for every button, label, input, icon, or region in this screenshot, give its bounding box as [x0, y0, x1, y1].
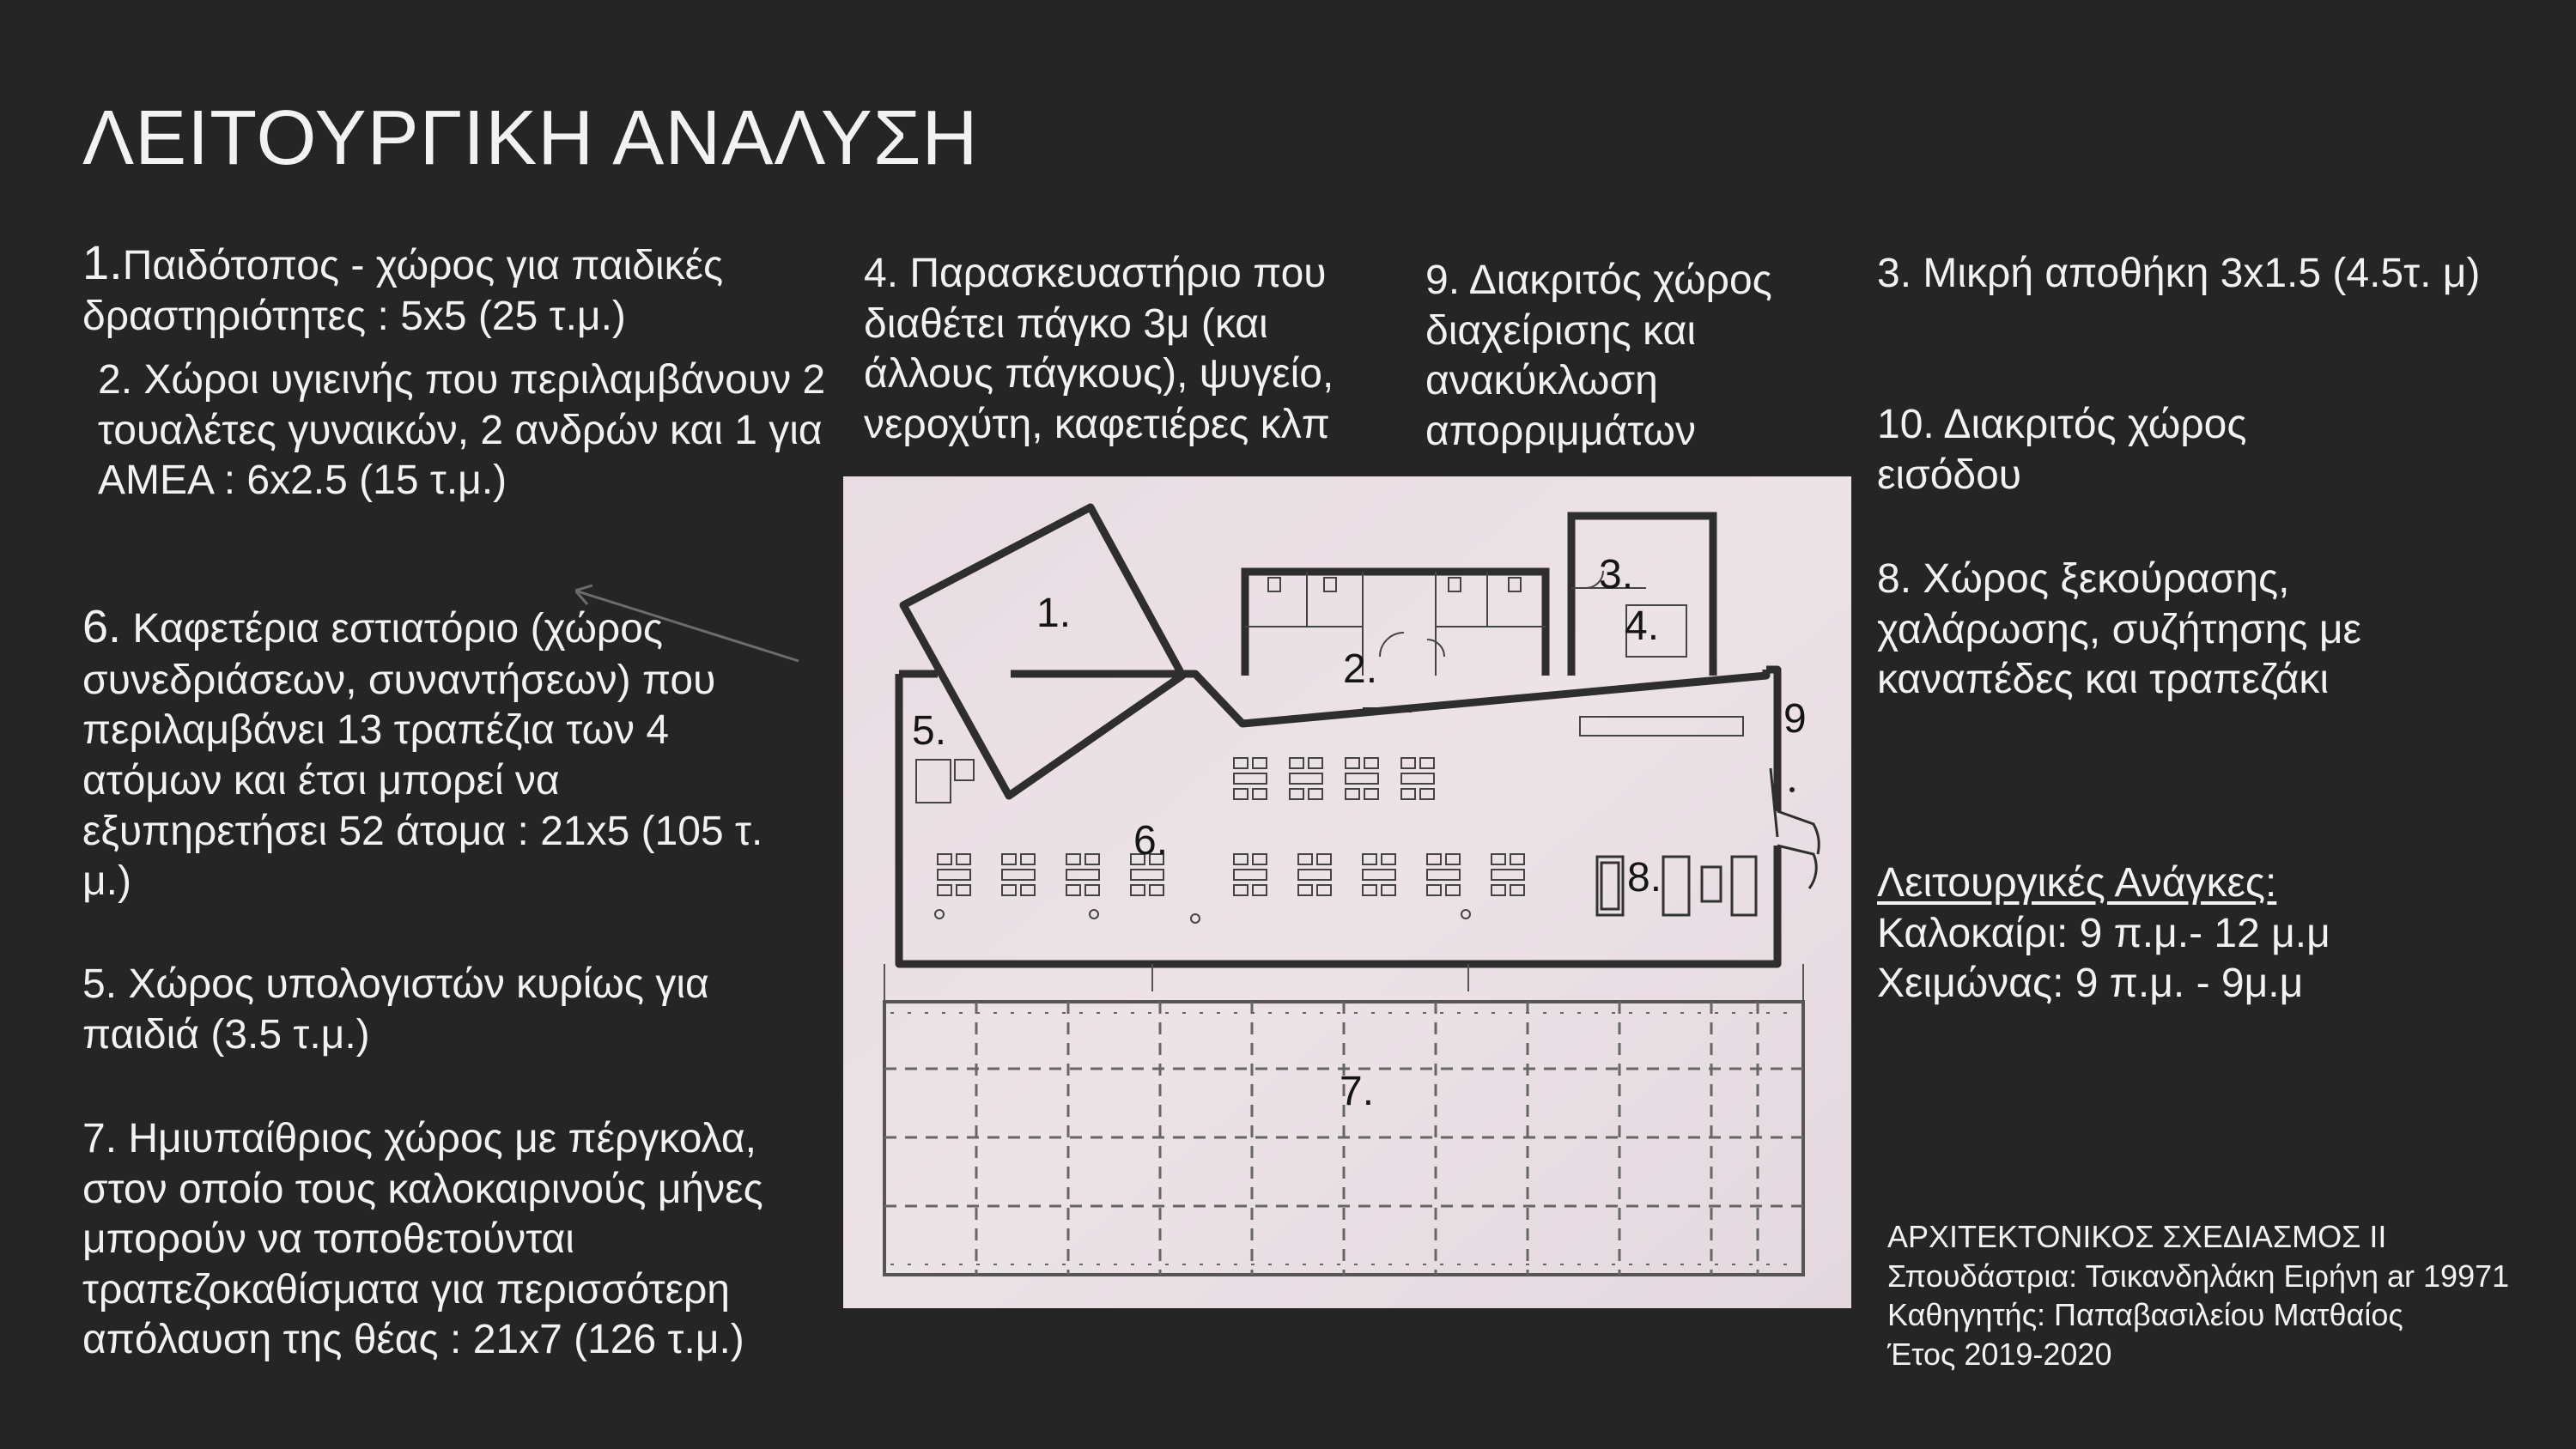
- plan-label-2: 2.: [1343, 646, 1378, 692]
- item-10-description: 10. Διακριτός χώρος εισόδου: [1877, 402, 2247, 498]
- plan-label-1: 1.: [1036, 591, 1072, 636]
- item-2-description: 2. Χώροι υγιεινής που περιλαμβάνουν 2 τουαλέτες γυναικών, 2 ανδρών και 1 για ΑΜΕΑ : 6x2.5 (15 τ.μ.): [98, 357, 826, 504]
- item-6-text: Καφετέρια εστιατόριο (χώρος συνεδριάσεων, συναντήσεων) που περιλαμβάνει 13 τραπέζια των 4 ατόμων και έτσι μπορεί να εξυπηρετήσει 52 άτομα : 21x5 (105 τ. μ.): [82, 606, 763, 905]
- functional-needs: [1877, 858, 2392, 1009]
- plan-label-4: 4.: [1625, 603, 1660, 649]
- plan-label-5: 5.: [912, 708, 947, 754]
- paper-background: [843, 476, 1851, 1308]
- item-9-description: 9. Διακριτός χώρος διαχείρισης και ανακύκλωση απορριμμάτων: [1425, 258, 1772, 454]
- course-name: ΑΡΧΙΤΕΚΤΟΝΙΚΟΣ ΣΧΕΔΙΑΣΜΟΣ ΙΙ: [1887, 1219, 2387, 1254]
- slide-title: ΛΕΙΤΟΥΡΓΙΚΗ ΑΝΑΛΥΣΗ: [82, 95, 979, 181]
- floor-plan-drawing: [843, 476, 1851, 1308]
- plan-label-8: 8.: [1627, 855, 1662, 900]
- item-3-description: 3. Μικρή αποθήκη 3x1.5 (4.5τ. μ): [1877, 251, 2481, 296]
- item-5-description: 5. Χώρος υπολογιστών κυρίως για παιδιά (3.5 τ.μ.): [82, 961, 709, 1058]
- item-6-number: 6.: [82, 601, 122, 652]
- plan-label-6: 6.: [1133, 818, 1169, 864]
- functional-needs-heading: Λειτουργικές Ανάγκες:: [1877, 860, 2277, 906]
- plan-label-9: 9: [1783, 696, 1807, 742]
- item-1-number: 1.: [82, 235, 123, 289]
- summer-hours: Καλοκαίρι: 9 π.μ.- 12 μ.μ: [1877, 910, 2330, 956]
- academic-year: Έτος 2019-2020: [1887, 1337, 2112, 1373]
- item-8-description: 8. Χώρος ξεκούρασης, χαλάρωσης, συζήτησης με καναπέδες και τραπεζάκι: [1877, 556, 2361, 703]
- item-7-description: 7. Ημιυπαίθριος χώρος με πέργκολα, στον οποίο τους καλοκαιρινούς μήνες μπορούν να τοποθετούνται τραπεζοκαθίσματα για περισσότερη απόλαυση της θέας : 21x7 (126 τ.μ.): [82, 1116, 763, 1363]
- pointer-arrow-icon: [575, 584, 807, 670]
- plan-label-3: 3.: [1599, 552, 1634, 597]
- professor-name: Καθηγητής: Παπαβασιλείου Ματθαίος: [1887, 1297, 2403, 1333]
- item-1-description: [82, 233, 769, 343]
- item-4-description: 4. Παρασκευαστήριο που διαθέτει πάγκο 3μ (και άλλους πάγκους), ψυγείο, νεροχύτη, καφετιέρες κλπ: [864, 251, 1334, 447]
- winter-hours: Χειμώνας: 9 π.μ. - 9μ.μ: [1877, 961, 2304, 1007]
- item-1-text: Παιδότοπος - χώρος για παιδικές δραστηριότητες : 5x5 (25 τ.μ.): [82, 243, 724, 340]
- plan-label-7: 7.: [1340, 1069, 1375, 1114]
- credits-block: [1887, 1217, 2566, 1374]
- student-name: Σπουδάστρια: Τσικανδηλάκη Ειρήνη ar 19971: [1887, 1258, 2510, 1294]
